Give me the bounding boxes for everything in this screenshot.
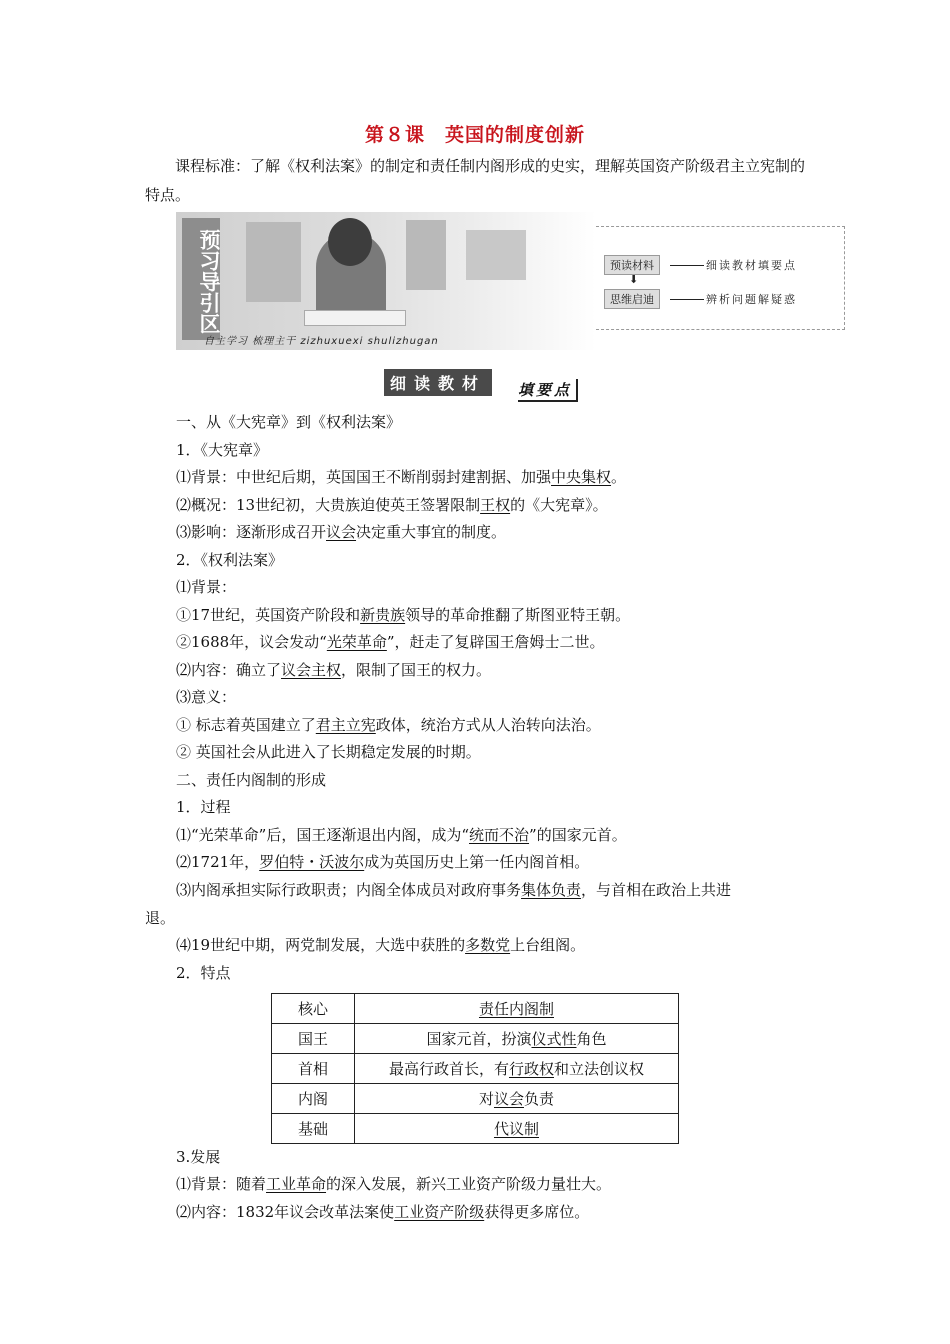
text-line: ⑶内阁承担实际行政职责；内阁全体成员对政府事务集体负责，与首相在政治上共进: [176, 881, 732, 899]
table-row: [272, 994, 679, 1024]
text-line: ⑷19世纪中期，两党制发展，大选中获胜的多数党上台组阁。: [176, 936, 586, 954]
text-line: ② 英国社会从此进入了长期稳定发展的时期。: [176, 743, 481, 761]
preview-label: 预习导引区: [182, 218, 220, 340]
table-value-cell: 最高行政首长，有行政权和立法创议权: [355, 1054, 679, 1084]
table-value-cell: 责任内阁制: [355, 994, 679, 1024]
table-row: [272, 1024, 679, 1054]
text-line: ⑴背景：随着工业革命的深入发展，新兴工业资产阶级力量壮大。: [176, 1175, 612, 1193]
table-row: [272, 1054, 679, 1084]
table-value-cell: 代议制: [355, 1114, 679, 1144]
text-line: ⑵内容：确立了议会主权，限制了国王的权力。: [176, 661, 492, 679]
subheading: 2．特点: [176, 964, 231, 982]
text-line: 退。: [145, 909, 176, 927]
subheading: 3.发展: [176, 1148, 221, 1166]
table-value-cell: 对议会负责: [355, 1084, 679, 1114]
text-line: ⑴“光荣革命”后，国王逐渐退出内阁，成为“统而不治”的国家元首。: [176, 826, 627, 844]
subheading: 1．《大宪章》: [176, 441, 269, 459]
table-key-cell: 国王: [272, 1024, 355, 1054]
step2-note: 辨析问题解疑惑: [706, 293, 797, 306]
step-thinking: 思维启迪: [604, 289, 660, 309]
table-value-cell: 国家元首，扮演仪式性角色: [355, 1024, 679, 1054]
study-photo: [176, 212, 596, 350]
down-arrow-icon: ⬇: [629, 273, 639, 286]
table-row: [272, 1114, 679, 1144]
text-line: ⑵概况：13世纪初，大贵族迫使英王签署限制王权的《大宪章》。: [176, 496, 608, 514]
text-line: ①17世纪，英国资产阶段和新贵族领导的革命推翻了斯图亚特王朝。: [176, 606, 631, 624]
features-table: [271, 993, 679, 1144]
text-line: ⑶影响：逐渐形成召开议会决定重大事宜的制度。: [176, 523, 507, 541]
lesson-title: 第８课 英国的制度创新: [364, 124, 585, 146]
book-icon: [304, 310, 406, 326]
connector-line: [670, 265, 704, 266]
text-line: ⑴背景：中世纪后期，英国国王不断削弱封建割据、加强中央集权。: [176, 468, 627, 486]
table-key-cell: 首相: [272, 1054, 355, 1084]
subheading: 2．《权利法案》: [176, 551, 284, 569]
table-key-cell: 内阁: [272, 1084, 355, 1114]
course-standard: 课程标准：了解《权利法案》的制定和责任制内阁形成的史实，理解英国资产阶级君主立宪制的特点。: [145, 157, 806, 204]
section-header-main: 细读教材: [384, 369, 492, 396]
table-key-cell: 基础: [272, 1114, 355, 1144]
section-header: [384, 369, 604, 401]
table-row: [272, 1084, 679, 1114]
table-key-cell: 核心: [272, 994, 355, 1024]
student-head: [328, 218, 372, 266]
heading-2: 二、责任内阁制的形成: [176, 771, 327, 789]
text-line: ① 标志着英国建立了君主立宪政体，统治方式从人治转向法治。: [176, 716, 601, 734]
section-header-sub: 填要点: [518, 379, 578, 402]
step1-note: 细读教材填要点: [706, 259, 797, 272]
step-preview-material: 预读材料: [604, 255, 660, 275]
heading-1: 一、从《大宪章》到《权利法案》: [176, 413, 402, 431]
text-line: ②1688年，议会发动“光荣革命”，赶走了复辟国王詹姆士二世。: [176, 633, 605, 651]
subheading: 1．过程: [176, 798, 231, 816]
text-line: ⑵内容：1832年议会改革法案使工业资产阶级获得更多席位。: [176, 1203, 590, 1221]
text-line: ⑶意义：: [176, 688, 237, 706]
connector-line: [670, 299, 704, 300]
preview-banner: [176, 212, 846, 350]
text-line: ⑴背景：: [176, 578, 237, 596]
text-line: ⑵1721年，罗伯特・沃波尔成为英国历史上第一任内阁首相。: [176, 853, 590, 871]
banner-subline: 自主学习 梳理主干 zizhuxuexi shulizhugan: [204, 336, 439, 347]
